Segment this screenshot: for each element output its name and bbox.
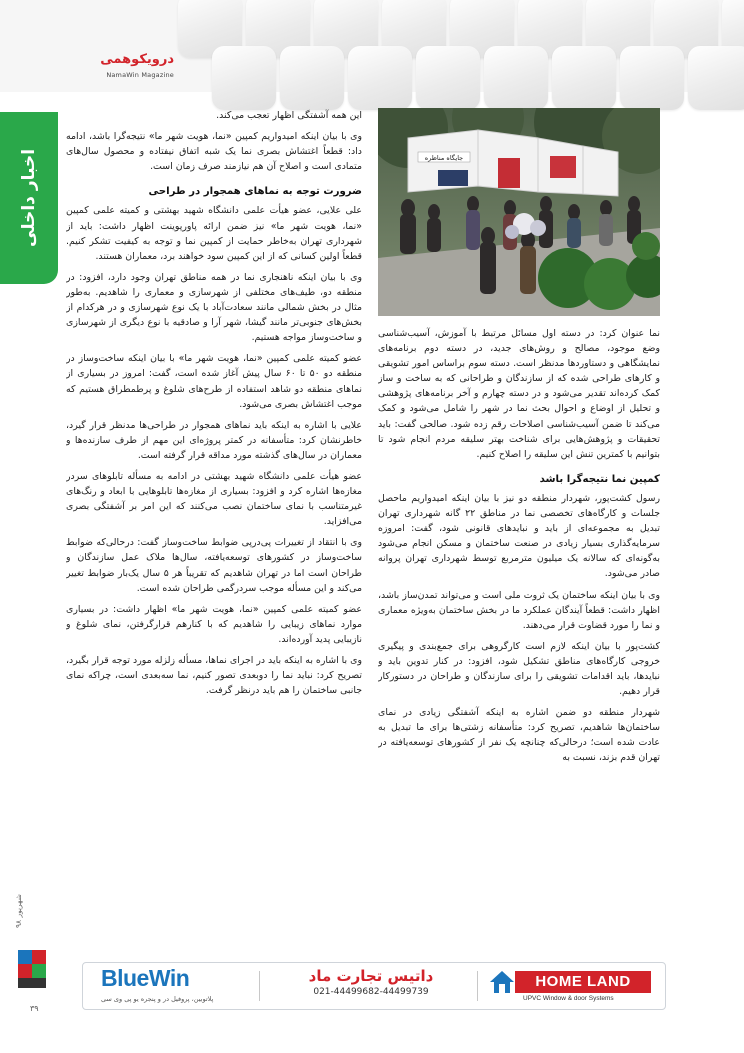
homeland-tagline: UPVC Window & door Systems <box>523 995 614 1002</box>
article-photo <box>378 108 660 316</box>
paragraph: عضو هیأت علمی دانشگاه شهید بهشتی در ادامه به مسأله تابلوهای سردر مغازه‌ها اشاره کرد و افزود: بسیاری از مغازه‌ها تابلوهایی با ابعاد و رنگ‌های غیرمتناسب با نمای ساختمان نصب می‌کنند که این امر بر آشفتگی بصری می‌افزاید. <box>66 470 362 528</box>
decor-tile <box>620 46 684 110</box>
paragraph: کشت‌پور با بیان اینکه لازم است کارگروهی برای جمع‌بندی و پیگیری خروجی کارگاه‌های مناطق تشکیل شود، افزود: در کنار تدوین باید و نبایدها، باید اقدامات تشویقی را برای سازندگان و طراحان در دستورکار قرار دهیم. <box>378 640 660 698</box>
article-column-left <box>66 108 362 938</box>
paragraph: وی با انتقاد از تغییرات پی‌درپی ضوابط ساخت‌وساز گفت: درحالی‌که ضوابط ساخت‌وساز در کشورهای توسعه‌یافته، سال‌ها ملاک عمل سازندگان و طراحان است اما در تهران شاهدیم که تقریباً هر ۵ سال یک‌بار ضوابط تغییر می‌کند و این مسأله موجب سردرگمی طراحان شده است. <box>66 537 362 594</box>
section-heading: کمپین نما نتیجه‌گرا باشد <box>539 473 660 485</box>
paragraph: علایی با اشاره به اینکه باید نماهای همجوار در طراحی‌ها مدنظر قرار گیرد، خاطرنشان کرد: متأسفانه در کمتر پروژه‌ای این مهم از طرف سازنده‌ها و معماران در سال‌های گذشته مورد مداقه قرار گرفته است. <box>66 419 362 461</box>
bluewin-ad[interactable] <box>101 965 231 1007</box>
homeland-logo: HOME LAND <box>515 971 651 993</box>
paragraph: نما عنوان کرد: در دسته اول مسائل مرتبط با آموزش، آسیب‌شناسی وضع موجود، مصالح و روش‌های جدید، در دسته دوم برنامه‌های نمایشگاهی و دستاوردها مدنظر است. دسته سوم براساس امور تشویقی و کارهای طراحی شده که از سازندگان و طراحانی که به ساخت و ساز کمک کرده‌اند تقدیر می‌شود و در دسته چهارم و آخر برنامه‌های پژوهشی و تحلیل از اوضاع و احوال بحث نما در شهر را شامل می‌شود و کمک می‌کند تا ضمن آسیب‌شناسی اصلاحات رقم زده شود. صالحی گفت: باید تحقیقات و پژوهش‌هایی برای شناخت بهتر سلیقه مردم انجام شود تا بتوانیم با کمترین تنش این سلیقه را اصلاح کنیم. <box>378 328 660 460</box>
paragraph: عضو کمیته علمی کمپین «نما، هویت شهر ما» با بیان اینکه ساخت‌وساز در منطقه دو ۵۰ تا ۶۰ سال پیش آغاز شده است، گفت: امروز در بسیاری از نماهای منطقه دو شاهد استفاده از طرح‌های شلوغ و پرطمطراق هستیم که موجب اغتشاش بصری می‌شود. <box>66 353 362 410</box>
bluewin-tagline: پلاتوبین، پروفیل در و پنجره یو پی وی سی <box>101 995 214 1003</box>
decor-tile <box>280 46 344 110</box>
event-photo-illustration <box>378 108 660 316</box>
magazine-logo-en: NamaWin Magazine <box>106 71 174 79</box>
house-icon <box>489 969 515 995</box>
paragraph: این همه آشفتگی اظهار تعجب می‌کند. <box>216 110 362 121</box>
paragraph: شهردار منطقه دو ضمن اشاره به اینکه آشفتگی زیادی در نمای ساختمان‌ها شاهدیم، تصریح کرد: متأسفانه زشتی‌ها برای ما تبدیل به عادت شده است؛ درحالی‌که چنانچه یک نفر از کشورهای توسعه‌یافته در تهران قدم بزند، نسبت به <box>378 707 660 764</box>
section-tab[interactable] <box>0 112 58 284</box>
decor-tile <box>416 46 480 110</box>
homeland-ad[interactable] <box>487 967 659 1005</box>
section-tab-label: اخبار داخلی <box>19 148 39 248</box>
datis-phone: 021-44499682-44499739 <box>313 987 429 997</box>
paragraph: وی با اشاره به اینکه باید در اجرای نماها، مسأله زلزله مورد توجه قرار بگیرد، تصریح کرد: نباید نما را دوبعدی تصور کنیم، نما سه‌بعدی است، چراکه نمای جانبی ساختمان را هم باید درنظر گرفت. <box>66 655 362 697</box>
advertisement-strip[interactable] <box>82 962 666 1010</box>
bluewin-logo: BlueWin <box>101 965 190 991</box>
decor-tile <box>484 46 548 110</box>
decor-tile <box>348 46 412 110</box>
page-number: ۳۹ <box>30 1004 39 1013</box>
issue-label: شهریور ۹۸ <box>14 894 23 928</box>
magazine-logo-fa: درویکوهمی <box>100 52 174 67</box>
paragraph: عضو کمیته علمی کمپین «نما، هویت شهر ما» اظهار داشت: در بسیاری موارد نماهای زیبایی را شاهدیم که با کنارهم قرارگرفتن، نمای شلوغ و نازیبایی پدید آورده‌اند. <box>66 603 362 645</box>
paragraph: وی با بیان اینکه ساختمان یک ثروت ملی است و می‌تواند تمدن‌ساز باشد، اظهار داشت: قطعاً آیندگان عملکرد ما در بخش ساختمان به‌ویژه معماری و نما را مورد قضاوت قرار می‌دهند. <box>378 589 660 631</box>
paragraph: رسول کشت‌پور، شهردار منطقه دو نیز با بیان اینکه امیدواریم ماحصل جلسات و کارگاه‌های تخصصی نما در مناطق ۲۲ گانه شهرداری تهران تبدیل به مجموعه‌ای از باید و نبایدهای قانونی شود، گفت: امروزه سرمایه‌گذاری بسیار زیادی در صنعت ساختمان و مسکن انجام می‌شود به‌گونه‌ای که سالانه یک میلیون مترمربع توسط شهرداری تهران پروانه صادر می‌شود. <box>378 492 660 580</box>
photo-banner-text: جایگاه مناظره <box>424 154 464 162</box>
ad-divider <box>477 971 478 1001</box>
paragraph: علی علایی، عضو هیأت علمی دانشگاه شهید بهشتی و کمیته علمی کمپین «نما، هویت شهر ما» نیز ضمن ارائه پاورپوینت اظهار داشت: باید از شهرداری تهران به‌خاطر حمایت از کمپین نما و توجه به کیفیت تشکر کنیم. قطعاً اولین کسانی که از این کمپین سود خواهند برد، معماران هستند. <box>66 205 362 262</box>
section-heading: ضرورت توجه به نماهای همجوار در طراحی <box>148 186 362 198</box>
datis-ad[interactable] <box>283 965 459 1007</box>
magazine-logo[interactable] <box>84 52 174 86</box>
decor-tile <box>552 46 616 110</box>
paragraph: وی با بیان اینکه امیدواریم کمپین «نما، هویت شهر ما» نتیجه‌گرا باشد، ادامه داد: قطعاً اغتشاش بصری نما یک شبه اتفاق نیفتاده و محصول سال‌های متمادی است و اصلاح آن هم نیازمند صرف زمان است. <box>66 131 362 173</box>
decor-tile <box>212 46 276 110</box>
paragraph: وی با بیان اینکه ناهنجاری نما در همه مناطق تهران وجود دارد، افزود: در منطقه دو، طیف‌های مختلفی از شهرسازی و معماری را شاهدیم. به‌طور مثال در بخش شمالی مانند سعادت‌آباد با یک نوع شهرسازی و در هرکدام از بخش‌های جنوبی‌تر مانند گیشا، شهر آرا و صادقیه با نوع دیگری از شهرسازی و ساخت‌وساز مواجه هستیم. <box>66 271 362 344</box>
article-column-right <box>378 326 660 938</box>
ad-divider <box>259 971 260 1001</box>
datis-name: داتیس تجارت ماد <box>308 967 434 985</box>
decor-tile <box>688 46 744 110</box>
page-badge-icon <box>14 944 50 1004</box>
